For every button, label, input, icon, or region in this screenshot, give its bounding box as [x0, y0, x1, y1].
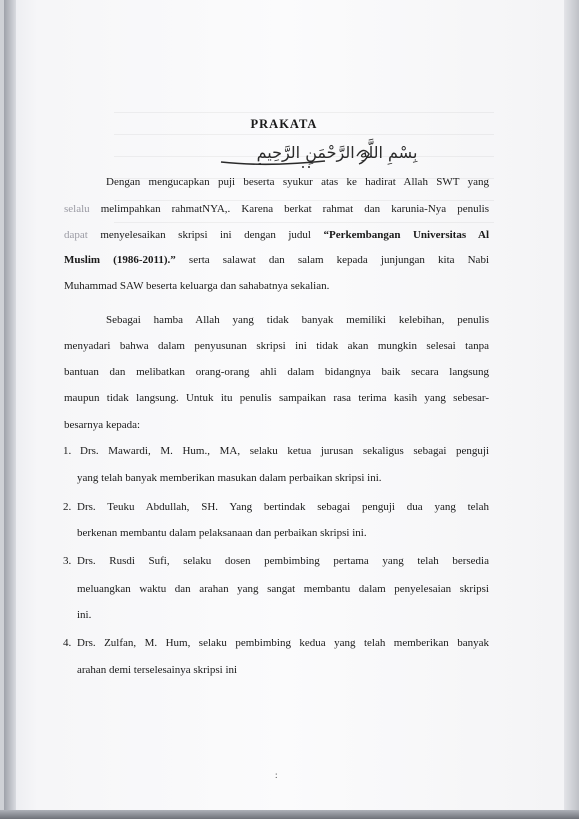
- list-item-number: 2.: [63, 501, 72, 513]
- document-page: [4, 0, 564, 810]
- svg-text:بِسْمِ اللَّهِ الرَّحْمَنِ الر: بِسْمِ اللَّهِ الرَّحْمَنِ الرَّحِيمِ: [256, 143, 418, 162]
- paragraph1-line3: dapat menyelesaikan skripsi ini dengan judul “Perkembangan Universitas Al: [64, 229, 490, 241]
- paragraph2-line3: bantuan dan melibatkan orang-orang ahli dalam bidangnya baik secara langsung: [64, 366, 489, 378]
- paragraph1-line5: Muhammad SAW beserta keluarga dan sahabatnya sekalian.: [64, 280, 330, 292]
- scan-edge-right: [564, 0, 579, 819]
- list-item-1-line1: Drs. Mawardi, M. Hum., MA, selaku ketua jurusan sekaligus sebagai penguji: [80, 445, 489, 457]
- list-item-1-line2: yang telah banyak memberikan masukan dalam perbaikan skripsi ini.: [77, 472, 382, 484]
- list-item-number: 4.: [63, 637, 72, 649]
- list-item-3-line3: ini.: [77, 609, 92, 621]
- paragraph2-line4: maupun tidak langsung. Untuk itu penulis sampaikan rasa terima kasih yang sebesar-: [64, 392, 489, 404]
- paragraph2-line1: Sebagai hamba Allah yang tidak banyak memiliki kelebihan, penulis: [106, 314, 489, 326]
- list-item-number: 1.: [63, 445, 72, 457]
- paragraph2-line2: menyadari bahwa dalam penyusunan skripsi ini tidak akan mungkin selesai tanpa: [64, 340, 489, 352]
- paragraph1-line1: Dengan mengucapkan puji beserta syukur atas ke hadirat Allah SWT yang: [106, 176, 489, 188]
- list-item-4-line1: Drs. Zulfan, M. Hum, selaku pembimbing kedua yang telah memberikan banyak: [77, 637, 489, 649]
- basmala-calligraphy: [207, 136, 418, 170]
- scan-edge-bottom: [0, 810, 579, 819]
- paragraph1-line4: Muslim (1986-2011).” serta salawat dan salam kepada junjungan kita Nabi: [64, 254, 489, 266]
- list-item-4-line2: arahan demi terselesainya skripsi ini: [77, 664, 238, 676]
- list-item-3-line1: Drs. Rusdi Sufi, selaku dosen pembimbing pertama yang telah bersedia: [77, 555, 489, 567]
- page-marker: :: [275, 770, 278, 780]
- paragraph1-line2: selalu melimpahkan rahmatNYA,. Karena berkat rahmat dan karunia-Nya penulis: [64, 203, 489, 215]
- list-item-3-line2: meluangkan waktu dan arahan yang sangat membantu dalam penyelesaian skripsi: [77, 583, 489, 595]
- list-item-number: 3.: [63, 555, 72, 567]
- list-item-2-line1: Drs. Teuku Abdullah, SH. Yang bertindak sebagai penguji dua yang telah: [77, 501, 489, 513]
- paragraph2-line5: besarnya kepada:: [64, 419, 141, 431]
- page-title: PRAKATA: [250, 117, 318, 131]
- list-item-2-line2: berkenan membantu dalam pelaksanaan dan perbaikan skripsi ini.: [77, 527, 367, 539]
